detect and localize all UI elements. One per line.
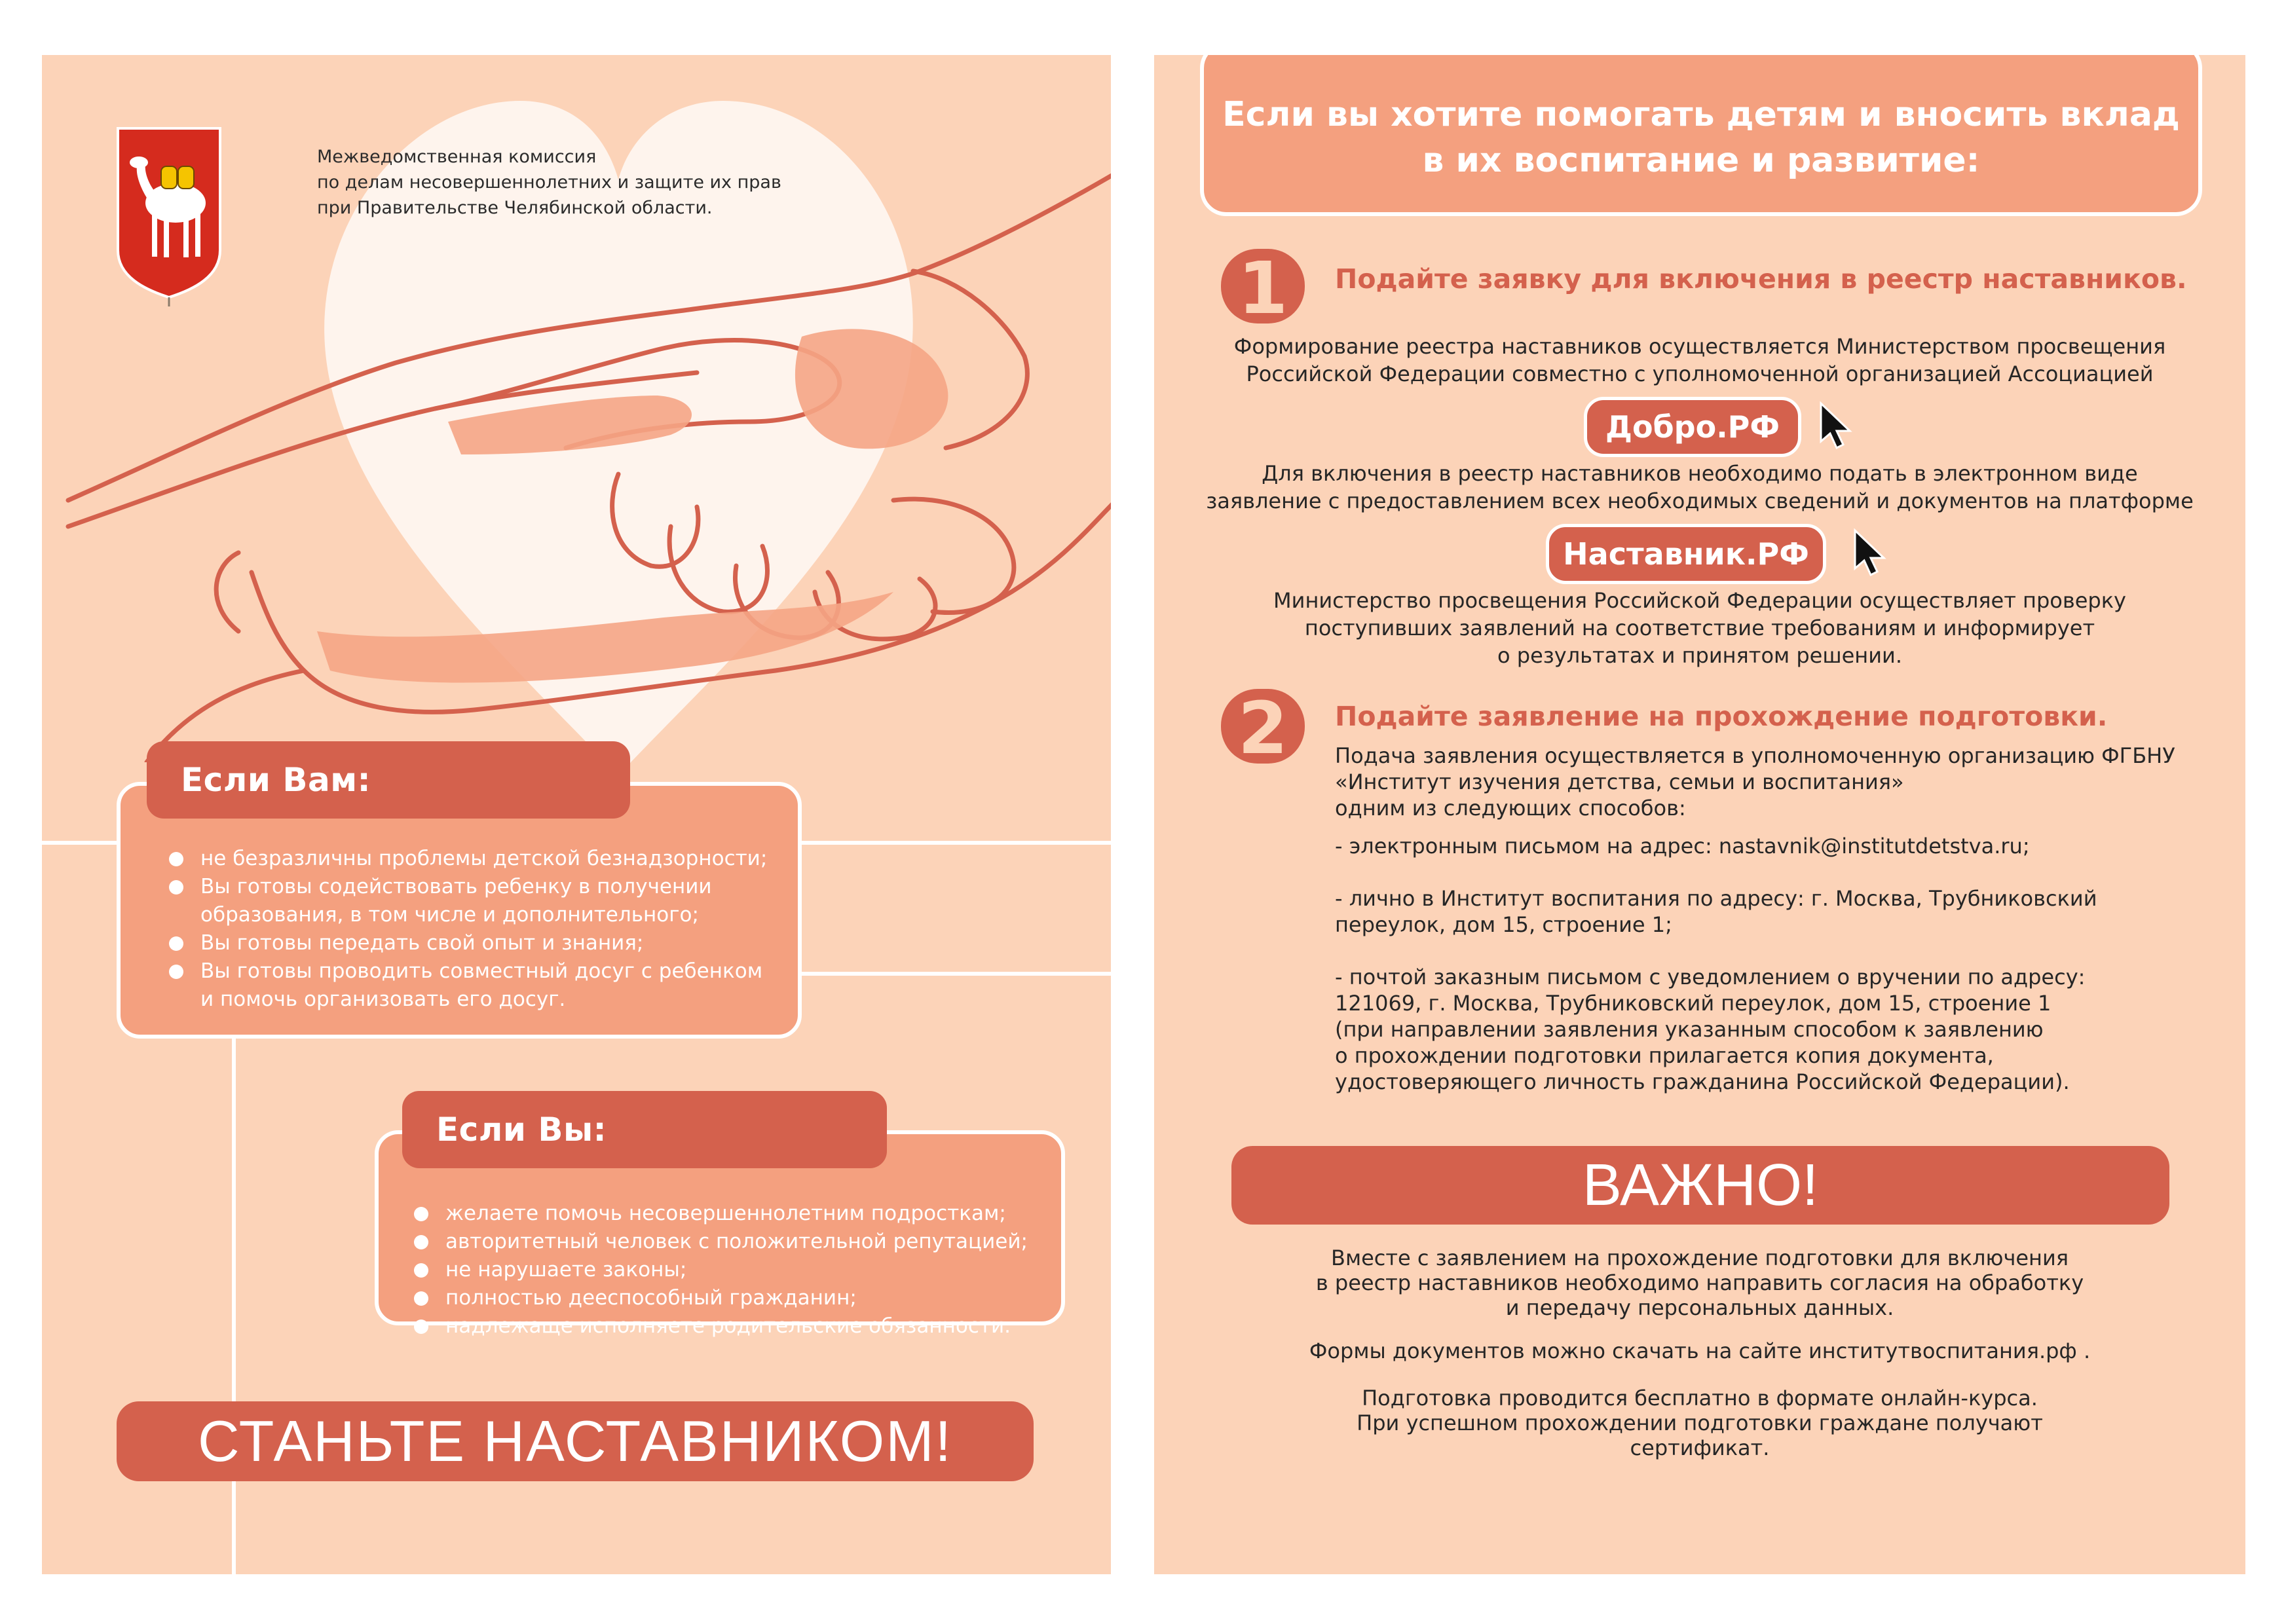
text-line: При успешном прохождении подготовки граждане получают [1357, 1411, 2043, 1435]
important-paragraph [1180, 1386, 2219, 1460]
text-line: Вместе с заявлением на прохождение подготовки для включения [1330, 1246, 2069, 1270]
text-line: сертификат. [1630, 1435, 1770, 1460]
list-item: не безразличны проблемы детской безнадзорности; [166, 845, 767, 873]
important-paragraph [1180, 1337, 2219, 1365]
text-line: (при направлении заявления указанным способом к заявлению [1335, 1017, 2044, 1042]
text-line: «Институт изучения детства, семьи и воспитания» [1335, 769, 1904, 794]
text-line: Формы документов можно скачать на сайте институтвоспитания.рф . [1309, 1338, 2091, 1363]
cursor-icon [1851, 528, 1890, 578]
commission-line: при Правительстве Челябинской области. [317, 198, 713, 218]
cursor-icon [1817, 401, 1856, 451]
text-line: Российской Федерации совместно с уполномоченной организацией Ассоциацией [1246, 361, 2154, 386]
step-2-intro [1335, 743, 2226, 821]
step-1-paragraph [1180, 460, 2219, 515]
commission-title [317, 144, 815, 221]
step-number-1-icon [1217, 245, 1309, 327]
step-1-paragraph [1180, 587, 2219, 669]
important-paragraph [1180, 1246, 2219, 1320]
text-line: о прохождении подготовки прилагается копия документа, [1335, 1043, 1994, 1068]
left-panel [42, 55, 1111, 1574]
text-line: - почтой заказным письмом с уведомлением о вручении по адресу: [1335, 965, 2086, 989]
conditions-list [166, 845, 767, 1014]
list-item: Вы готовы передать свой опыт и знания; [166, 929, 767, 957]
text-line: Подача заявления осуществляется в уполномоченную организацию ФГБНУ [1335, 743, 2175, 768]
text-line: переулок, дом 15, строение 1; [1335, 912, 1672, 937]
step-number-2-icon [1217, 685, 1309, 767]
text-line: о результатах и принятом решении. [1497, 643, 1902, 668]
text-line: Подготовка проводится бесплатно в формате онлайн-курса. [1362, 1386, 2038, 1411]
text-line: Формирование реестра наставников осуществляется Министерством просвещения [1233, 334, 2166, 359]
delivery-method-in-person [1335, 885, 2226, 938]
list-item: Вы готовы содействовать ребенку в получении образования, в том числе и дополнительного; [166, 873, 767, 929]
text-line: - лично в Институт воспитания по адресу: г. Москва, Трубниковский [1335, 886, 2097, 911]
header-line: в их воспитание и развитие: [1422, 141, 1980, 180]
conditions-box [117, 782, 802, 1039]
list-item: желаете помочь несовершеннолетним подросткам; [411, 1200, 1028, 1228]
header-box [1200, 55, 2202, 216]
call-to-action-banner: СТАНЬТЕ НАСТАВНИКОМ! [117, 1401, 1034, 1481]
requirements-list [411, 1200, 1028, 1340]
step-1-title: Подайте заявку для включения в реестр наставников. [1335, 263, 2187, 295]
svg-text:1: 1 [1237, 246, 1288, 327]
section-title: Если Вам: [147, 741, 630, 819]
text-line: - электронным письмом на адрес: nastavnik@institutdetstva.ru; [1335, 834, 2030, 858]
text-line: Для включения в реестр наставников необходимо подать в электронном виде [1262, 461, 2138, 486]
important-banner: ВАЖНО! [1231, 1146, 2169, 1225]
list-item: авторитетный человек с положительной репутацией; [411, 1228, 1028, 1256]
commission-line: Межведомственная комиссия [317, 147, 597, 167]
step-1-paragraph [1180, 333, 2219, 388]
header-line: Если вы хотите помогать детям и вносить вклад [1222, 95, 2180, 134]
text-line: поступивших заявлений на соответствие требованиям и информирует [1304, 616, 2095, 640]
delivery-method-email [1335, 833, 2226, 859]
list-item: Вы готовы проводить совместный досуг с ребенком и помочь организовать его досуг. [166, 957, 767, 1014]
text-line: и передачу персональных данных. [1505, 1295, 1894, 1320]
section-title: Если Вы: [402, 1091, 887, 1168]
list-item: надлежаще исполняете родительские обязанности. [411, 1312, 1028, 1340]
text-line: одним из следующих способов: [1335, 796, 1686, 821]
delivery-method-post [1335, 964, 2226, 1095]
commission-line: по делам несовершеннолетних и защите их прав [317, 172, 781, 193]
text-line: в реестр наставников необходимо направить согласия на обработку [1315, 1270, 2084, 1295]
list-item: не нарушаете законы; [411, 1256, 1028, 1284]
text-line: Министерство просвещения Российской Федерации осуществляет проверку [1273, 588, 2126, 613]
step-2-title: Подайте заявление на прохождение подготовки. [1335, 701, 2108, 732]
right-panel [1154, 55, 2245, 1574]
nastavnik-rf-button[interactable]: Наставник.РФ [1546, 524, 1826, 584]
svg-text:2: 2 [1237, 686, 1288, 767]
text-line: 121069, г. Москва, Трубниковский переулок, дом 15, строение 1 [1335, 991, 2052, 1016]
text-line: заявление с предоставлением всех необходимых сведений и документов на платформе [1206, 489, 2194, 513]
dobro-rf-button[interactable]: Добро.РФ [1584, 397, 1801, 457]
coat-of-arms-icon [115, 126, 223, 308]
text-line: удостоверяющего личность гражданина Российской Федерации). [1335, 1069, 2070, 1094]
list-item: полностью дееспособный гражданин; [411, 1284, 1028, 1312]
